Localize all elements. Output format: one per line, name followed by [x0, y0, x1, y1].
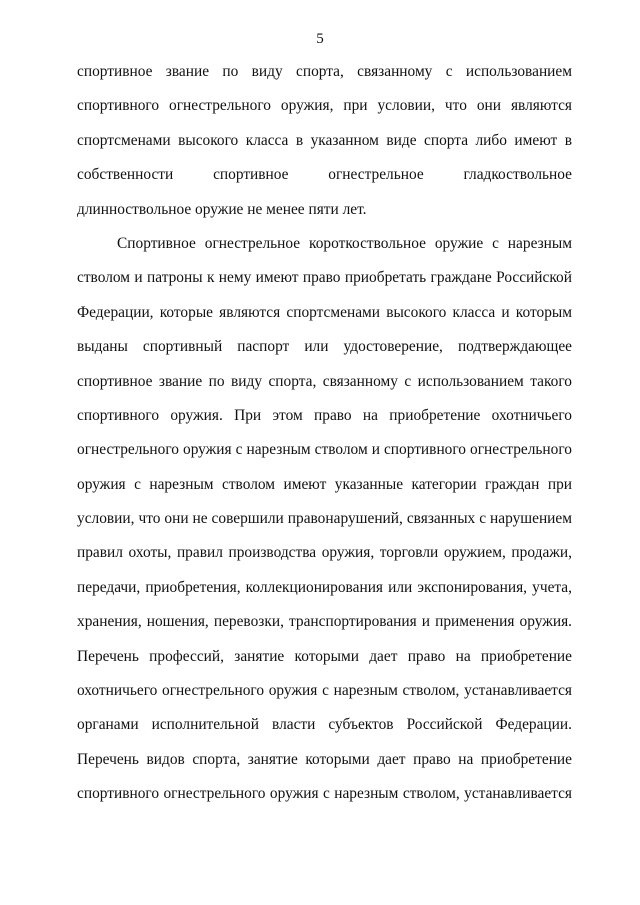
text-line: длинноствольное оружие не менее пяти лет. — [77, 200, 367, 218]
text-line: Спортивное огнестрельное короткоствольное оружие с нарезным — [117, 234, 572, 252]
text-line: передачи, приобретения, коллекционирования или экспонирования, учета, — [77, 578, 572, 596]
document-body — [77, 60, 572, 817]
text-line: охотничьего огнестрельного оружия с нарезным стволом, устанавливается — [77, 682, 572, 700]
text-line: спортивное звание по виду спорта, связанному с использованием такого — [77, 372, 572, 390]
text-line: правил охоты, правил производства оружия, торговли оружием, продажи, — [77, 544, 572, 562]
text-line: стволом и патроны к нему имеют право приобретать граждане Российской — [77, 269, 572, 287]
text-line: Федерации, которые являются спортсменами высокого класса и которым — [77, 303, 572, 321]
text-line: спортсменами высокого класса в указанном виде спорта либо имеют в — [77, 131, 572, 149]
text-line: собственности спортивное огнестрельное гладкоствольное — [77, 166, 572, 184]
text-line: спортивного огнестрельного оружия с нарезным стволом, устанавливается — [77, 785, 572, 803]
text-line: органами исполнительной власти субъектов Российской Федерации. — [77, 716, 572, 734]
text-line: огнестрельного оружия с нарезным стволом и спортивного огнестрельного — [77, 441, 572, 459]
page-number: 5 — [316, 31, 324, 47]
text-line: спортивного огнестрельного оружия, при условии, что они являются — [77, 97, 572, 115]
text-line: спортивного оружия. При этом право на приобретение охотничьего — [77, 406, 572, 424]
text-line: оружия с нарезным стволом имеют указанные категории граждан при — [77, 475, 572, 493]
text-line: Перечень профессий, занятие которыми дает право на приобретение — [77, 647, 572, 665]
text-line: Перечень видов спорта, занятие которыми дает право на приобретение — [77, 750, 572, 768]
paragraph — [77, 60, 572, 232]
text-line: спортивное звание по виду спорта, связанному с использованием — [77, 63, 572, 80]
text-line: хранения, ношения, перевозки, транспортирования и применения оружия. — [77, 613, 572, 631]
text-line: условии, что они не совершили правонарушений, связанных с нарушением — [77, 510, 572, 528]
paragraph — [77, 232, 572, 817]
text-line: выданы спортивный паспорт или удостоверение, подтверждающее — [77, 338, 572, 356]
